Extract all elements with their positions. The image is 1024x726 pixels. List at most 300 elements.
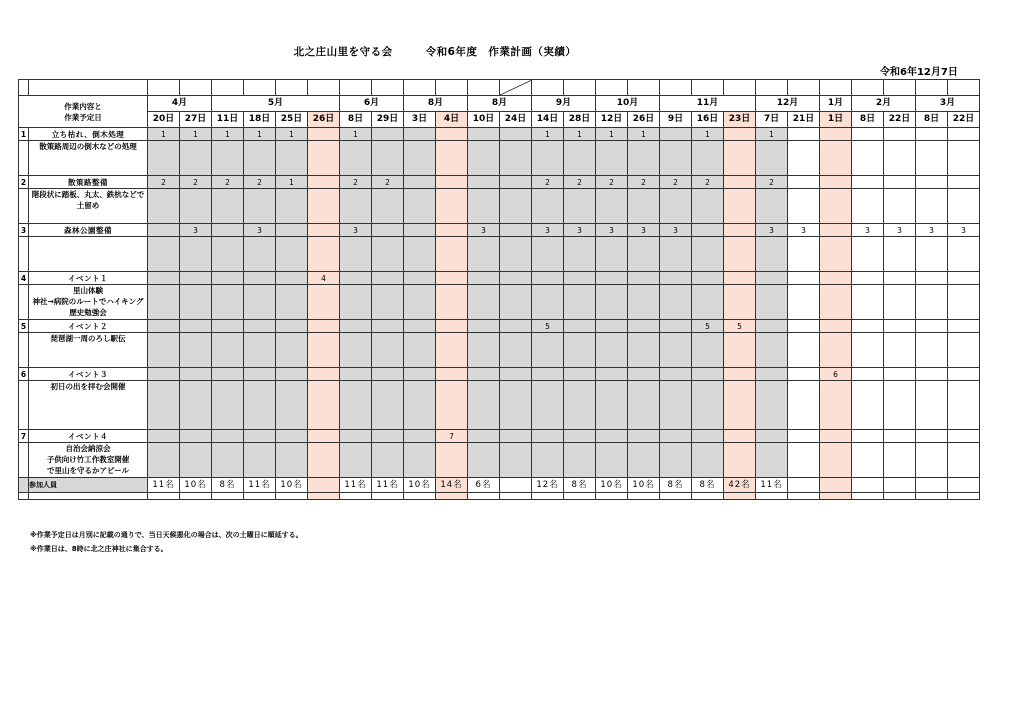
- task-detail-cell: [180, 237, 212, 272]
- task-detail-cell: [436, 381, 468, 430]
- participants-value: 8名: [692, 478, 724, 493]
- task-value: [276, 430, 308, 443]
- header-row-days: [19, 112, 980, 128]
- task-number: 3: [19, 224, 29, 237]
- task-value: [628, 368, 660, 381]
- task-detail-row: [19, 443, 980, 478]
- header-month: 11月: [660, 96, 756, 112]
- task-detail-cell: [148, 381, 180, 430]
- header-day: 11日: [212, 112, 244, 128]
- blank-cell: [884, 493, 916, 500]
- task-detail-cell: [564, 141, 596, 176]
- task-value: [884, 128, 916, 141]
- task-detail-cell: [372, 237, 404, 272]
- header-month: 8月: [468, 96, 532, 112]
- task-detail-cell: [276, 237, 308, 272]
- task-value: 3: [596, 224, 628, 237]
- task-value: [436, 176, 468, 189]
- task-detail-cell: [244, 189, 276, 224]
- task-detail-cell: [148, 285, 180, 320]
- task-value: 2: [596, 176, 628, 189]
- task-value: [884, 320, 916, 333]
- blank-cell: [756, 493, 788, 500]
- task-detail-cell: [948, 141, 980, 176]
- task-value: 1: [244, 128, 276, 141]
- task-detail-cell: [564, 443, 596, 478]
- task-value: [756, 368, 788, 381]
- task-detail-cell: [916, 381, 948, 430]
- participants-value: 11名: [756, 478, 788, 493]
- task-value: [724, 224, 756, 237]
- task-value: 3: [468, 224, 500, 237]
- task-value: [852, 430, 884, 443]
- task-value: 2: [532, 176, 564, 189]
- blank-cell: [148, 493, 180, 500]
- header-day: 3日: [404, 112, 436, 128]
- task-detail-cell: [340, 443, 372, 478]
- task-value: [692, 224, 724, 237]
- task-detail-cell: [916, 333, 948, 368]
- task-row: [19, 128, 980, 141]
- task-detail-cell: [308, 333, 340, 368]
- task-value: [468, 320, 500, 333]
- task-value: [564, 430, 596, 443]
- task-value: [788, 320, 820, 333]
- task-value: 2: [564, 176, 596, 189]
- participants-value: 11名: [148, 478, 180, 493]
- header-number: [596, 80, 628, 96]
- participants-value: [884, 478, 916, 493]
- task-detail-cell: [756, 443, 788, 478]
- task-detail: 散策路周辺の倒木などの処理: [29, 141, 148, 176]
- blank-cell: [19, 189, 29, 224]
- task-value: [148, 224, 180, 237]
- task-detail-cell: [564, 285, 596, 320]
- blank-cell: [276, 493, 308, 500]
- task-detail-cell: [884, 381, 916, 430]
- task-detail-cell: [276, 443, 308, 478]
- task-value: 3: [532, 224, 564, 237]
- header-day: 10日: [468, 112, 500, 128]
- task-value: [404, 320, 436, 333]
- blank-cell: [19, 237, 29, 272]
- task-value: 3: [564, 224, 596, 237]
- task-value: [244, 430, 276, 443]
- blank-cell: [372, 493, 404, 500]
- task-value: [372, 272, 404, 285]
- task-detail-cell: [916, 443, 948, 478]
- blank-cell: [19, 141, 29, 176]
- task-value: [660, 128, 692, 141]
- task-detail-cell: [884, 237, 916, 272]
- task-detail-cell: [660, 443, 692, 478]
- task-detail-cell: [724, 381, 756, 430]
- task-value: [852, 176, 884, 189]
- corner-cell: [19, 80, 29, 96]
- task-value: [692, 430, 724, 443]
- header-day: 8日: [852, 112, 884, 128]
- participants-value: 11名: [244, 478, 276, 493]
- participants-value: 14名: [436, 478, 468, 493]
- footnotes: [30, 528, 303, 556]
- task-detail-row: [19, 333, 980, 368]
- task-detail-row: [19, 237, 980, 272]
- task-value: [308, 320, 340, 333]
- task-value: [948, 272, 980, 285]
- participants-value: 6名: [468, 478, 500, 493]
- task-detail-cell: [948, 189, 980, 224]
- task-detail-cell: [660, 141, 692, 176]
- participants-value: 42名: [724, 478, 756, 493]
- task-detail-cell: [724, 443, 756, 478]
- task-detail-cell: [756, 333, 788, 368]
- task-detail-cell: [756, 189, 788, 224]
- task-value: [308, 430, 340, 443]
- task-detail-cell: [852, 443, 884, 478]
- header-month: 4月: [148, 96, 212, 112]
- task-detail-cell: [852, 333, 884, 368]
- blank-cell: [532, 493, 564, 500]
- task-value: 1: [148, 128, 180, 141]
- task-value: 3: [916, 224, 948, 237]
- participants-value: 8名: [564, 478, 596, 493]
- blank-cell: [724, 493, 756, 500]
- task-value: [244, 368, 276, 381]
- header-day: 26日: [308, 112, 340, 128]
- blank-cell: [212, 493, 244, 500]
- task-detail-cell: [436, 141, 468, 176]
- task-detail-cell: [852, 141, 884, 176]
- blank-cell: [628, 493, 660, 500]
- task-detail-cell: [948, 443, 980, 478]
- task-value: [916, 430, 948, 443]
- task-detail-cell: [692, 141, 724, 176]
- task-detail-cell: [692, 237, 724, 272]
- task-detail-cell: [244, 141, 276, 176]
- task-value: [404, 176, 436, 189]
- task-detail-cell: [724, 333, 756, 368]
- task-detail-cell: [340, 189, 372, 224]
- header-number: [436, 80, 468, 96]
- task-number: 2: [19, 176, 29, 189]
- task-name: イベント１: [29, 272, 148, 285]
- task-detail-cell: [628, 443, 660, 478]
- task-detail-cell: [276, 141, 308, 176]
- task-value: 3: [660, 224, 692, 237]
- task-number: 4: [19, 272, 29, 285]
- task-value: [756, 430, 788, 443]
- task-value: [820, 128, 852, 141]
- task-value: [212, 224, 244, 237]
- task-detail-cell: [852, 189, 884, 224]
- task-value: [948, 368, 980, 381]
- blank-cell: [244, 493, 276, 500]
- blank-cell: [340, 493, 372, 500]
- task-detail-cell: [596, 333, 628, 368]
- task-value: [212, 430, 244, 443]
- participants-value: 10名: [404, 478, 436, 493]
- blank-cell: [19, 493, 29, 500]
- task-value: [596, 272, 628, 285]
- task-detail-cell: [948, 333, 980, 368]
- header-number: [788, 80, 820, 96]
- task-value: [788, 430, 820, 443]
- task-detail-cell: [596, 285, 628, 320]
- task-value: [468, 430, 500, 443]
- task-value: [532, 272, 564, 285]
- task-detail-cell: [692, 333, 724, 368]
- task-detail-cell: [884, 189, 916, 224]
- header-day: 23日: [724, 112, 756, 128]
- task-detail-cell: [340, 285, 372, 320]
- task-name: 散策路整備: [29, 176, 148, 189]
- task-value: [724, 430, 756, 443]
- task-detail: 階段状に踏板、丸太、鉄杭などで土留め: [29, 189, 148, 224]
- header-day: 8日: [340, 112, 372, 128]
- task-value: [404, 128, 436, 141]
- participants-row: [19, 478, 980, 493]
- task-value: [340, 272, 372, 285]
- task-detail-cell: [788, 237, 820, 272]
- task-value: [916, 320, 948, 333]
- task-detail-cell: [788, 443, 820, 478]
- task-number: 5: [19, 320, 29, 333]
- task-value: [180, 430, 212, 443]
- task-value: 1: [564, 128, 596, 141]
- task-detail-cell: [436, 237, 468, 272]
- blank-cell: [436, 493, 468, 500]
- header-number: [660, 80, 692, 96]
- task-value: 2: [340, 176, 372, 189]
- participants-value: [948, 478, 980, 493]
- task-value: [628, 320, 660, 333]
- task-value: [724, 272, 756, 285]
- header-day: 28日: [564, 112, 596, 128]
- task-detail-cell: [308, 381, 340, 430]
- task-value: [852, 272, 884, 285]
- task-detail-cell: [212, 333, 244, 368]
- task-value: [468, 272, 500, 285]
- task-value: [564, 272, 596, 285]
- task-value: 1: [276, 176, 308, 189]
- task-value: [468, 368, 500, 381]
- task-value: [948, 128, 980, 141]
- task-detail-cell: [212, 141, 244, 176]
- task-value: 1: [180, 128, 212, 141]
- task-value: 3: [948, 224, 980, 237]
- task-value: 3: [788, 224, 820, 237]
- header-day: 4日: [436, 112, 468, 128]
- header-month: 9月: [532, 96, 596, 112]
- task-detail-cell: [148, 237, 180, 272]
- task-value: 1: [756, 128, 788, 141]
- task-detail-cell: [724, 285, 756, 320]
- task-value: [948, 430, 980, 443]
- header-number: [916, 80, 948, 96]
- participants-value: [820, 478, 852, 493]
- task-value: 6: [820, 368, 852, 381]
- task-detail-cell: [948, 381, 980, 430]
- task-value: [180, 368, 212, 381]
- task-detail-cell: [468, 443, 500, 478]
- task-value: [212, 320, 244, 333]
- task-detail-cell: [532, 443, 564, 478]
- task-detail-cell: [340, 381, 372, 430]
- header-day: 16日: [692, 112, 724, 128]
- task-detail-cell: [404, 189, 436, 224]
- task-value: [404, 430, 436, 443]
- work-plan-table: [18, 79, 980, 500]
- blank-cell: [916, 493, 948, 500]
- task-name: イベント３: [29, 368, 148, 381]
- task-value: [308, 128, 340, 141]
- task-value: [308, 368, 340, 381]
- task-detail-cell: [404, 381, 436, 430]
- task-detail-cell: [820, 189, 852, 224]
- participants-value: 8名: [212, 478, 244, 493]
- blank-cell: [19, 381, 29, 430]
- task-detail-cell: [212, 381, 244, 430]
- task-detail-cell: [372, 443, 404, 478]
- task-detail-cell: [596, 443, 628, 478]
- header-month: 8月: [404, 96, 468, 112]
- task-value: [724, 176, 756, 189]
- column-label: [19, 96, 148, 128]
- blank-cell: [564, 493, 596, 500]
- task-detail-cell: [916, 141, 948, 176]
- task-detail-cell: [532, 285, 564, 320]
- task-value: [916, 176, 948, 189]
- task-detail-cell: [372, 189, 404, 224]
- task-detail-cell: [852, 237, 884, 272]
- task-name: イベント２: [29, 320, 148, 333]
- task-detail-cell: [628, 333, 660, 368]
- task-name: イベント４: [29, 430, 148, 443]
- task-detail-cell: [788, 381, 820, 430]
- task-detail-cell: [244, 285, 276, 320]
- task-detail-cell: [244, 381, 276, 430]
- task-detail-cell: [916, 285, 948, 320]
- column-label-line2: 作業予定日: [64, 112, 102, 122]
- task-value: 2: [756, 176, 788, 189]
- task-value: 2: [148, 176, 180, 189]
- task-value: [212, 368, 244, 381]
- header-number: [244, 80, 276, 96]
- task-value: [820, 272, 852, 285]
- header-day: 25日: [276, 112, 308, 128]
- task-value: 1: [340, 128, 372, 141]
- participants-value: 11名: [340, 478, 372, 493]
- task-detail-cell: [212, 189, 244, 224]
- task-value: 2: [692, 176, 724, 189]
- participants-value: 10名: [180, 478, 212, 493]
- task-number: 1: [19, 128, 29, 141]
- task-value: [884, 272, 916, 285]
- task-value: [724, 368, 756, 381]
- task-detail-cell: [596, 381, 628, 430]
- task-value: 1: [628, 128, 660, 141]
- blank-cell: [19, 443, 29, 478]
- task-detail-cell: [756, 141, 788, 176]
- task-value: [820, 320, 852, 333]
- task-detail-cell: [276, 381, 308, 430]
- participants-value: 11名: [372, 478, 404, 493]
- task-detail-cell: [660, 381, 692, 430]
- task-detail-row: [19, 381, 980, 430]
- header-number: [628, 80, 660, 96]
- participants-value: [308, 478, 340, 493]
- task-value: 3: [628, 224, 660, 237]
- task-value: [596, 368, 628, 381]
- task-value: [820, 224, 852, 237]
- blank-cell: [500, 493, 532, 500]
- header-number: [372, 80, 404, 96]
- task-value: [372, 224, 404, 237]
- task-value: [500, 224, 532, 237]
- task-detail-cell: [500, 443, 532, 478]
- task-detail-cell: [212, 285, 244, 320]
- task-value: 2: [660, 176, 692, 189]
- task-detail-cell: [180, 381, 212, 430]
- task-value: [468, 128, 500, 141]
- task-detail-cell: [788, 189, 820, 224]
- header-day: 1日: [820, 112, 852, 128]
- task-value: 1: [596, 128, 628, 141]
- task-detail-cell: [724, 141, 756, 176]
- task-detail-cell: [180, 443, 212, 478]
- task-detail-cell: [468, 381, 500, 430]
- task-detail-cell: [500, 381, 532, 430]
- task-detail-cell: [852, 381, 884, 430]
- task-value: 1: [532, 128, 564, 141]
- task-value: [180, 320, 212, 333]
- task-detail-cell: [532, 333, 564, 368]
- task-detail-cell: [436, 443, 468, 478]
- task-detail-cell: [500, 237, 532, 272]
- task-value: [244, 320, 276, 333]
- task-detail-cell: [564, 333, 596, 368]
- participants-value: 10名: [276, 478, 308, 493]
- task-number: 6: [19, 368, 29, 381]
- task-detail-row: [19, 189, 980, 224]
- participants-value: 10名: [628, 478, 660, 493]
- header-month: 10月: [596, 96, 660, 112]
- blank-cell: [852, 493, 884, 500]
- task-detail-cell: [820, 443, 852, 478]
- task-number: 7: [19, 430, 29, 443]
- task-value: 3: [756, 224, 788, 237]
- task-detail-cell: [692, 381, 724, 430]
- blank-cell: [19, 285, 29, 320]
- task-detail-cell: [468, 333, 500, 368]
- task-detail-cell: [276, 333, 308, 368]
- task-value: [180, 272, 212, 285]
- header-day: 24日: [500, 112, 532, 128]
- task-detail-cell: [340, 141, 372, 176]
- document-date: 令和6年12月7日: [880, 67, 958, 78]
- task-value: [916, 128, 948, 141]
- task-detail-cell: [468, 285, 500, 320]
- task-detail-cell: [628, 189, 660, 224]
- task-detail-cell: [756, 285, 788, 320]
- task-detail-cell: [404, 333, 436, 368]
- header-month: 5月: [212, 96, 340, 112]
- task-value: [404, 272, 436, 285]
- task-detail-cell: [180, 189, 212, 224]
- task-value: [660, 272, 692, 285]
- task-detail-cell: [372, 333, 404, 368]
- task-detail-cell: [372, 381, 404, 430]
